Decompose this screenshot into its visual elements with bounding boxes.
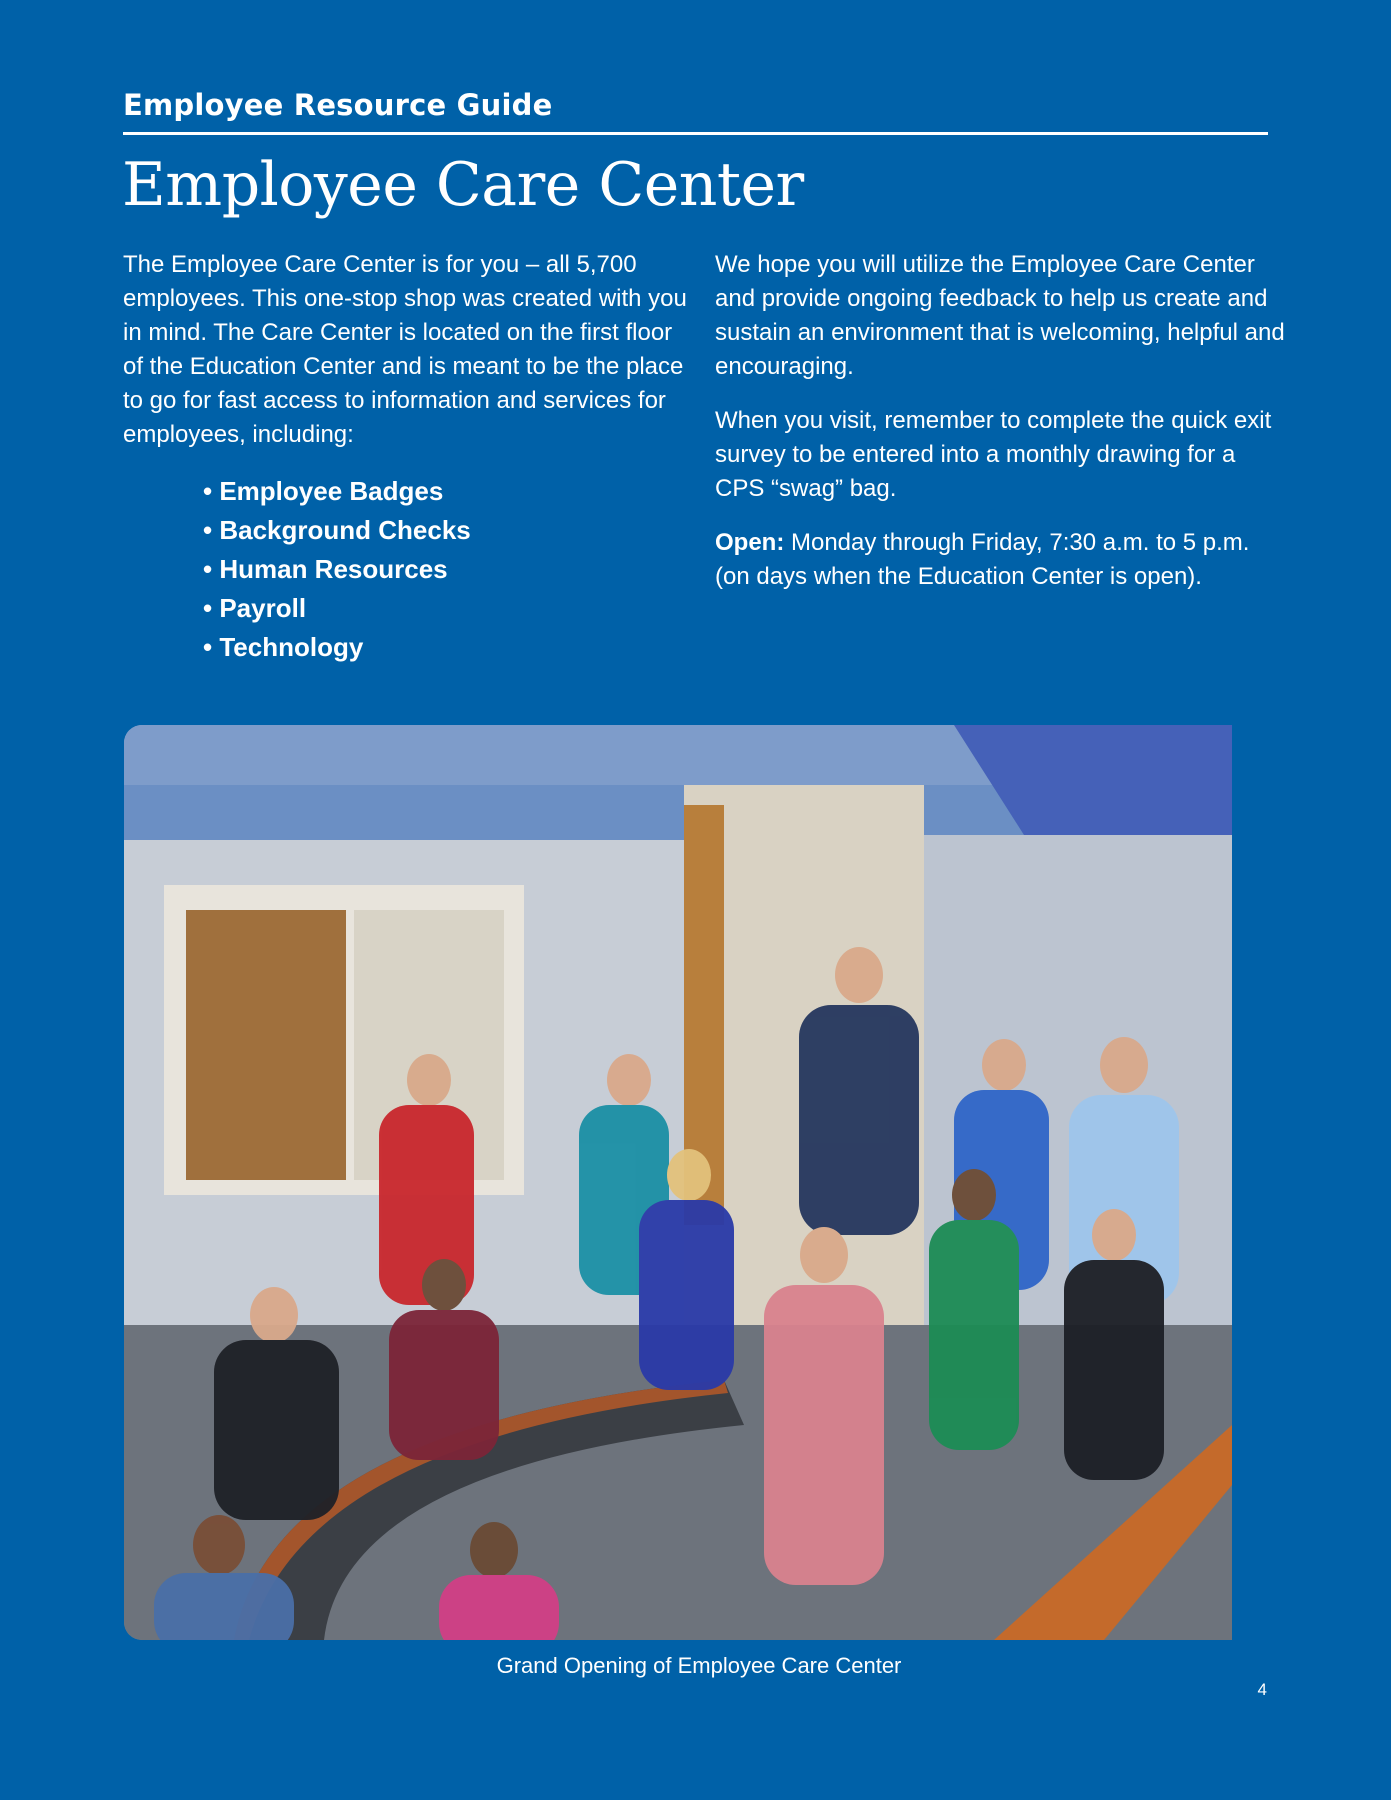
- guide-header: Employee Resource Guide: [123, 88, 553, 122]
- service-item: • Human Resources: [203, 550, 688, 589]
- service-item: • Payroll: [203, 589, 688, 628]
- survey-paragraph: When you visit, remember to complete the quick exit survey to be entered into a monthly drawing for a CPS “swag” bag.: [715, 407, 1272, 502]
- service-item: • Employee Badges: [203, 472, 688, 511]
- right-column: [715, 248, 1285, 614]
- photo-illustration: [124, 725, 1232, 1640]
- left-column: [123, 248, 688, 667]
- open-label: Open:: [715, 529, 785, 556]
- open-hours-text: Monday through Friday, 7:30 a.m. to 5 p.m. (on days when the Education Center is open).: [715, 529, 1250, 590]
- header-rule: [123, 132, 1268, 135]
- grand-opening-photo: [124, 725, 1232, 1640]
- hours-paragraph: [715, 526, 1285, 594]
- page-title: Employee Care Center: [122, 150, 804, 220]
- service-item: • Background Checks: [203, 511, 688, 550]
- page-number: 4: [1257, 1680, 1267, 1699]
- photo-caption: Grand Opening of Employee Care Center: [496, 1653, 902, 1678]
- services-list: [203, 472, 688, 667]
- intro-paragraph: The Employee Care Center is for you – all 5,700 employees. This one-stop shop was created with you in mind. The Care Center is located on the first floor of the Education Center and is meant to be the place to go for fast access to information and services for employees, including:: [123, 251, 687, 448]
- service-item: • Technology: [203, 628, 688, 667]
- feedback-paragraph: We hope you will utilize the Employee Care Center and provide ongoing feedback to help us create and sustain an environment that is welcoming, helpful and encouraging.: [715, 251, 1285, 380]
